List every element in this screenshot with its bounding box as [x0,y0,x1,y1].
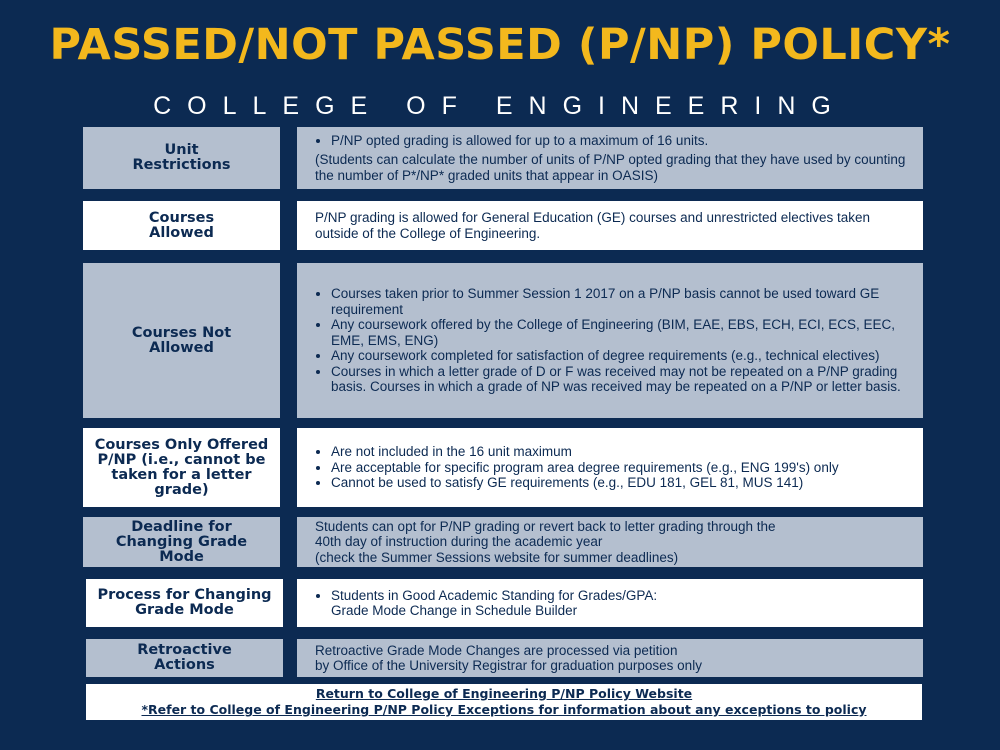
body-line: Retroactive Grade Mode Changes are processed via petition [315,642,678,658]
label-courses-only-offered-pnp [83,428,280,507]
body-line: (check the Summer Sessions website for summer deadlines) [315,549,679,565]
bullet-item: • Courses taken prior to Summer Session 1 2017 on a P/NP basis cannot be used toward GE requirement [331,286,913,317]
label-text: Deadline for Changing Grade Mode [115,518,248,565]
content-deadline [297,517,923,567]
content-unit-restrictions [297,127,923,189]
note-text: (Students can calculate the number of units of P/NP opted grading that they have used by counting the number of P*/NP* graded units that appear in OASIS) [315,152,906,183]
label-text: Process for Changing Grade Mode [97,587,272,618]
label-text: Unit Restrictions [132,142,231,173]
bullet-item: • Students in Good Academic Standing for Grades/GPA: [331,588,913,604]
bullet-item: • Courses in which a letter grade of D or F was received may not be repeated on a P/NP grading basis. Courses in which a grade of NP was received may be repeated on a P/NP or letter basis. [331,364,913,395]
label-deadline [83,517,280,567]
content-courses-only-offered-pnp [297,428,923,507]
bullet-item: • Are acceptable for specific program area degree requirements (e.g., ENG 199's) only [331,460,913,476]
body-line: by Office of the University Registrar for graduation purposes only [315,658,702,673]
page-subtitle: COLLEGE OF ENGINEERING [153,92,847,120]
policy-exceptions-link[interactable]: *Refer to College of Engineering P/NP Policy Exceptions for information about any exceptions to policy [141,702,867,717]
bullet-item: • Are not included in the 16 unit maximum [331,444,913,460]
bullet-item: • Any coursework offered by the College of Engineering (BIM, EAE, EBS, ECH, ECI, ECS, EEC, EME, EMS, ENG) [331,317,913,348]
policy-website-link[interactable]: Return to College of Engineering P/NP Policy Website [315,686,693,701]
content-retroactive-actions [297,639,923,677]
sub-text: Grade Mode Change in Schedule Builder [331,603,578,618]
label-text: Retroactive Actions [137,642,232,673]
content-process [297,579,923,627]
bullet-item: • Cannot be used to satisfy GE requirements (e.g., EDU 181, GEL 81, MUS 141) [331,475,913,491]
label-retroactive-actions [86,639,283,677]
label-courses-not-allowed [83,263,280,418]
label-text: Courses Allowed [148,209,215,241]
label-text: Courses Not Allowed [131,324,232,356]
content-courses-not-allowed [297,263,923,418]
label-courses-allowed [83,201,280,250]
bullet-item: • P/NP opted grading is allowed for up to a maximum of 16 units. [331,133,913,149]
content-courses-allowed [297,201,923,250]
label-process [86,579,283,627]
page-title: PASSED/NOT PASSED (P/NP) POLICY* [49,20,951,70]
body-text: P/NP grading is allowed for General Education (GE) courses and unrestricted electives taken outside of the College of Engineering. [315,210,871,241]
label-unit-restrictions [83,127,280,189]
body-line: 40th day of instruction during the academic year [315,534,603,550]
footer-links [86,684,922,720]
body-line: Students can opt for P/NP grading or revert back to letter grading through the [315,518,776,534]
bullet-item: • Any coursework completed for satisfaction of degree requirements (e.g., technical electives) [331,348,913,364]
label-text: Courses Only Offered P/NP (i.e., cannot be taken for a letter grade) [94,436,269,498]
